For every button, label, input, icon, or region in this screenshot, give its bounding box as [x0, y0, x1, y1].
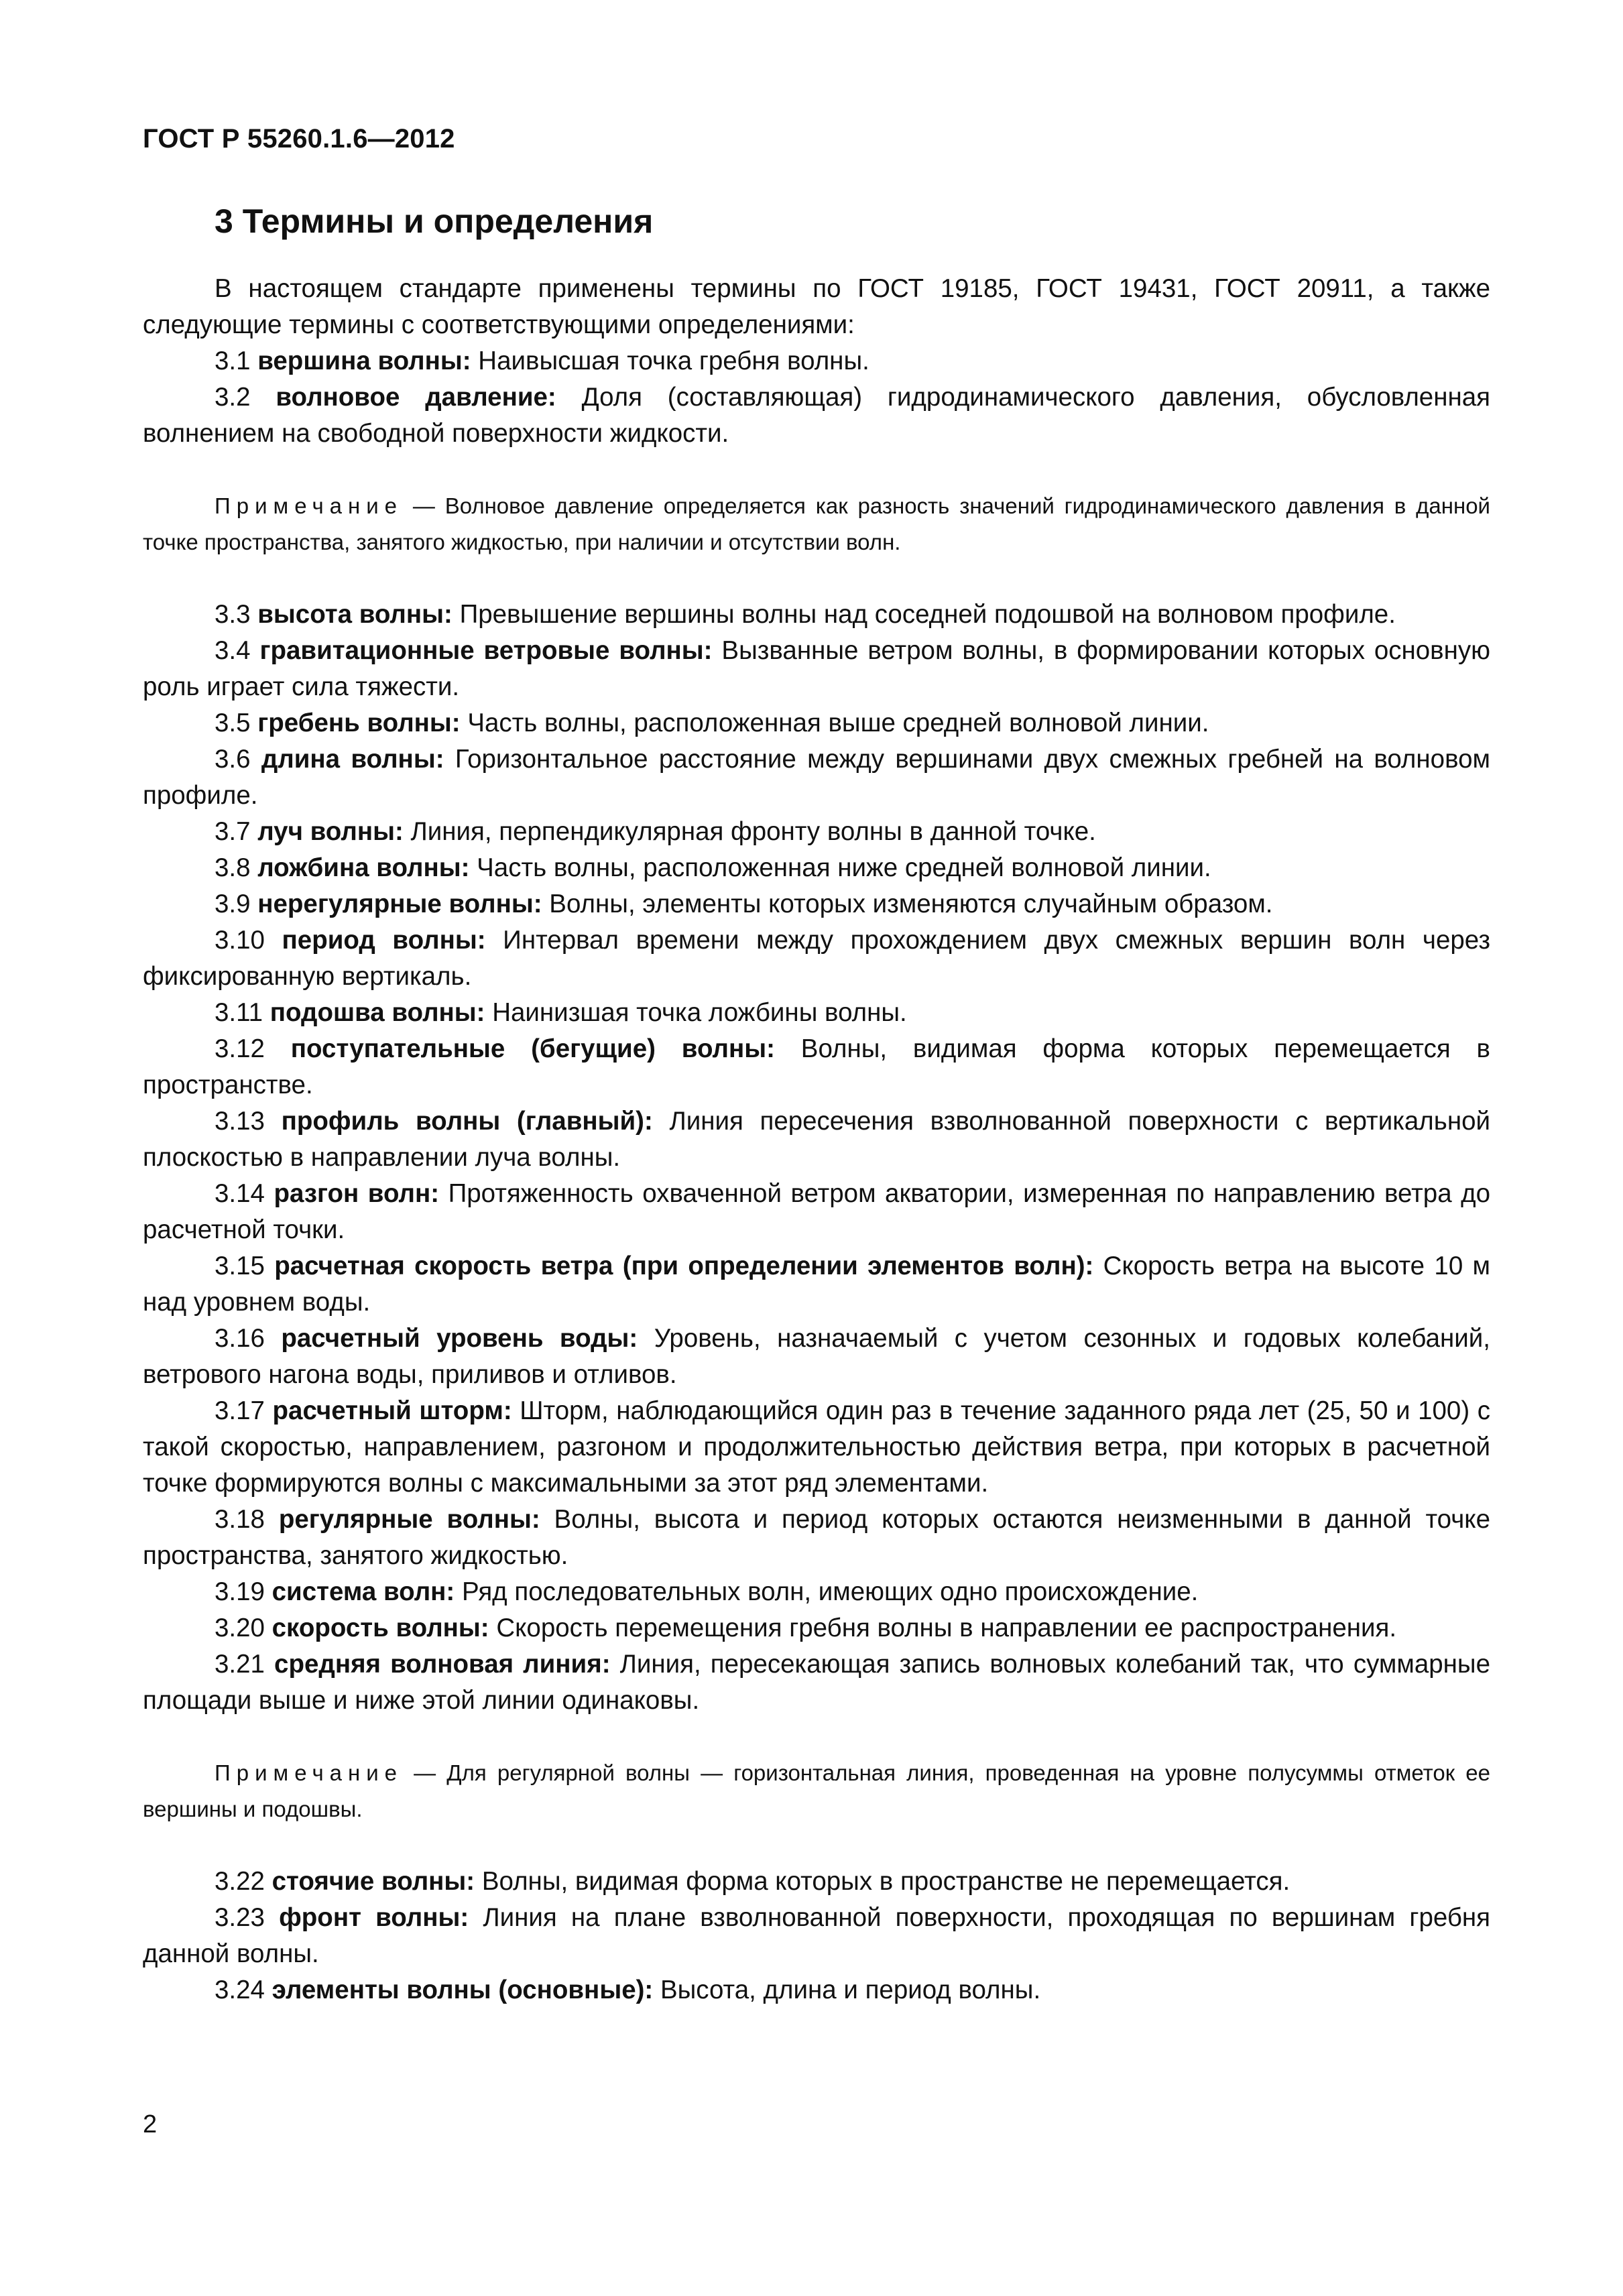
term-name: система волн: — [272, 1577, 455, 1606]
term-number: 3.20 — [215, 1614, 265, 1642]
term-definition: Скорость перемещения гребня волны в направлении ее распространения. — [496, 1614, 1397, 1642]
term-number: 3.7 — [215, 817, 251, 846]
note-text: Волновое давление определяется как разность значений гидродинамического давления в данной точке пространства, занятого жидкостью, при наличии и отсутствии волн. — [143, 493, 1490, 554]
term-number: 3.12 — [215, 1034, 265, 1063]
term-name: расчетная скорость ветра (при определении элементов волн): — [274, 1252, 1094, 1280]
term-name: высота волны: — [257, 600, 453, 629]
note-dash: — — [403, 493, 445, 518]
term-entry — [143, 1646, 1490, 1719]
term-definition: Превышение вершины волны над соседней подошвой на волновом профиле. — [459, 600, 1396, 629]
term-definition: Вызванные ветром волны, в формировании которых основную роль играет сила тяжести. — [143, 636, 1491, 701]
term-entry — [143, 1248, 1490, 1321]
note-label: Примечание — [215, 1760, 404, 1785]
term-definition: Высота, длина и период волны. — [660, 1976, 1041, 2004]
term-entry — [143, 1176, 1490, 1248]
term-number: 3.18 — [215, 1505, 265, 1534]
term-number: 3.16 — [215, 1324, 265, 1353]
term-entry — [143, 597, 1490, 633]
term-entry — [143, 814, 1490, 850]
term-definition: Уровень, назначаемый с учетом сезонных и годовых колебаний, ветрового нагона воды, приливов и отливов. — [143, 1324, 1490, 1389]
term-entry — [143, 1574, 1490, 1610]
term-definition: Линия, перпендикулярная фронту волны в данной точке. — [410, 817, 1096, 846]
term-name: луч волны: — [257, 817, 404, 846]
note-dash: — — [403, 1760, 447, 1785]
term-entry — [143, 850, 1490, 886]
term-number: 3.1 — [215, 347, 251, 375]
term-entry — [143, 1502, 1490, 1574]
term-number: 3.5 — [215, 709, 251, 737]
term-number: 3.23 — [215, 1903, 265, 1932]
term-entry — [143, 379, 1490, 452]
term-name: поступательные (бегущие) волны: — [290, 1034, 775, 1063]
intro-paragraph: В настоящем стандарте применены термины по ГОСТ 19185, ГОСТ 19431, ГОСТ 20911, а также следующие термины с соответствующими определениями: — [143, 274, 1490, 339]
term-number: 3.4 — [215, 636, 251, 665]
term-definition: Волны, элементы которых изменяются случайным образом. — [549, 890, 1273, 918]
term-entry — [143, 343, 1490, 379]
term-name: профиль волны (главный): — [281, 1107, 653, 1136]
term-number: 3.21 — [215, 1650, 265, 1679]
term-number: 3.19 — [215, 1577, 265, 1606]
term-definition: Волны, видимая форма которых перемещается в пространстве. — [143, 1034, 1491, 1099]
term-name: регулярные волны: — [278, 1505, 540, 1534]
term-definition: Линия на плане взволнованной поверхности, проходящая по вершинам гребня данной волны. — [143, 1903, 1491, 1968]
term-name: нерегулярные волны: — [257, 890, 542, 918]
term-entry — [143, 886, 1490, 922]
term-name: волновое давление: — [276, 383, 556, 412]
term-name: гравитационные ветровые волны: — [259, 636, 713, 665]
term-entry — [143, 995, 1490, 1031]
term-name: средняя волновая линия: — [274, 1650, 611, 1679]
term-number: 3.14 — [215, 1179, 265, 1208]
term-number: 3.8 — [215, 853, 251, 882]
term-name: фронт волны: — [279, 1903, 469, 1932]
term-definition: Часть волны, расположенная ниже средней волновой линии. — [477, 853, 1211, 882]
term-name: расчетный шторм: — [272, 1396, 512, 1425]
term-definition: Волны, видимая форма которых в пространстве не перемещается. — [481, 1867, 1290, 1896]
term-name: расчетный уровень воды: — [281, 1324, 638, 1353]
term-entry — [143, 1393, 1490, 1502]
term-number: 3.9 — [215, 890, 251, 918]
term-name: вершина волны: — [257, 347, 471, 375]
term-number: 3.22 — [215, 1867, 265, 1896]
note-label: Примечание — [215, 493, 404, 518]
term-number: 3.24 — [215, 1976, 265, 2004]
note-paragraph — [143, 488, 1490, 560]
term-name: подошва волны: — [269, 998, 485, 1027]
term-entry — [143, 1610, 1490, 1646]
document-code-header: ГОСТ Р 55260.1.6—2012 — [143, 124, 455, 154]
term-number: 3.13 — [215, 1107, 265, 1136]
term-name: разгон волн: — [274, 1179, 440, 1208]
section-title: 3 Термины и определения — [215, 202, 654, 240]
term-entry — [143, 1864, 1490, 1900]
term-number: 3.6 — [215, 745, 251, 774]
page-number: 2 — [143, 2110, 158, 2138]
term-definition: Линия, пересекающая запись волновых колебаний так, что суммарные площади выше и ниже этой линии одинаковы. — [143, 1650, 1490, 1715]
term-definition: Интервал времени между прохождением двух смежных вершин волн через фиксированную вертикаль. — [143, 926, 1490, 991]
term-definition: Горизонтальное расстояние между вершинами двух смежных гребней на волновом профиле. — [143, 745, 1490, 810]
term-definition: Ряд последовательных волн, имеющих одно происхождение. — [461, 1577, 1199, 1606]
term-number: 3.3 — [215, 600, 251, 629]
term-definition: Часть волны, расположенная выше средней волновой линии. — [467, 709, 1209, 737]
note-paragraph — [143, 1755, 1490, 1827]
term-entry — [143, 1103, 1490, 1176]
note-text: Для регулярной волны — горизонтальная линия, проведенная на уровне полусуммы отметок ее вершины и подошвы. — [143, 1760, 1491, 1821]
term-definition: Наинизшая точка ложбины волны. — [492, 998, 907, 1027]
term-name: элементы волны (основные): — [272, 1976, 654, 2004]
term-number: 3.2 — [215, 383, 251, 412]
term-number: 3.17 — [215, 1396, 265, 1425]
term-definition: Доля (составляющая) гидродинамического давления, обусловленная волнением на свободной поверхности жидкости. — [143, 383, 1491, 448]
term-name: гребень волны: — [257, 709, 461, 737]
term-entry — [143, 741, 1490, 814]
term-number: 3.10 — [215, 926, 265, 955]
term-name: период волны: — [282, 926, 486, 955]
term-number: 3.15 — [215, 1252, 265, 1280]
term-entry — [143, 633, 1490, 705]
section-body — [143, 271, 1490, 2008]
term-entry — [143, 1321, 1490, 1393]
term-entry — [143, 1972, 1490, 2008]
term-name: скорость волны: — [272, 1614, 489, 1642]
term-entry — [143, 1031, 1490, 1103]
term-entry — [143, 705, 1490, 741]
term-definition: Скорость ветра на высоте 10 м над уровнем воды. — [143, 1252, 1490, 1317]
term-definition: Протяженность охваченной ветром акватории, измеренная по направлению ветра до расчетной точки. — [143, 1179, 1490, 1244]
term-name: длина волны: — [261, 745, 444, 774]
term-entry — [143, 1900, 1490, 1972]
term-name: стоячие волны: — [272, 1867, 475, 1896]
term-definition: Линия пересечения взволнованной поверхности с вертикальной плоскостью в направлении луча волны. — [143, 1107, 1491, 1172]
term-number: 3.11 — [215, 998, 263, 1027]
term-name: ложбина волны: — [257, 853, 470, 882]
term-entry — [143, 922, 1490, 995]
term-definition: Шторм, наблюдающийся один раз в течение заданного ряда лет (25, 50 и 100) с такой скоростью, направлением, разгоном и продолжительностью действия ветра, при которых в расчетной точке формируются волны с максимальными за этот ряд элементами. — [143, 1396, 1490, 1498]
term-definition: Волны, высота и период которых остаются неизменными в данной точке пространства, занятого жидкостью. — [143, 1505, 1490, 1570]
term-definition: Наивысшая точка гребня волны. — [478, 347, 869, 375]
